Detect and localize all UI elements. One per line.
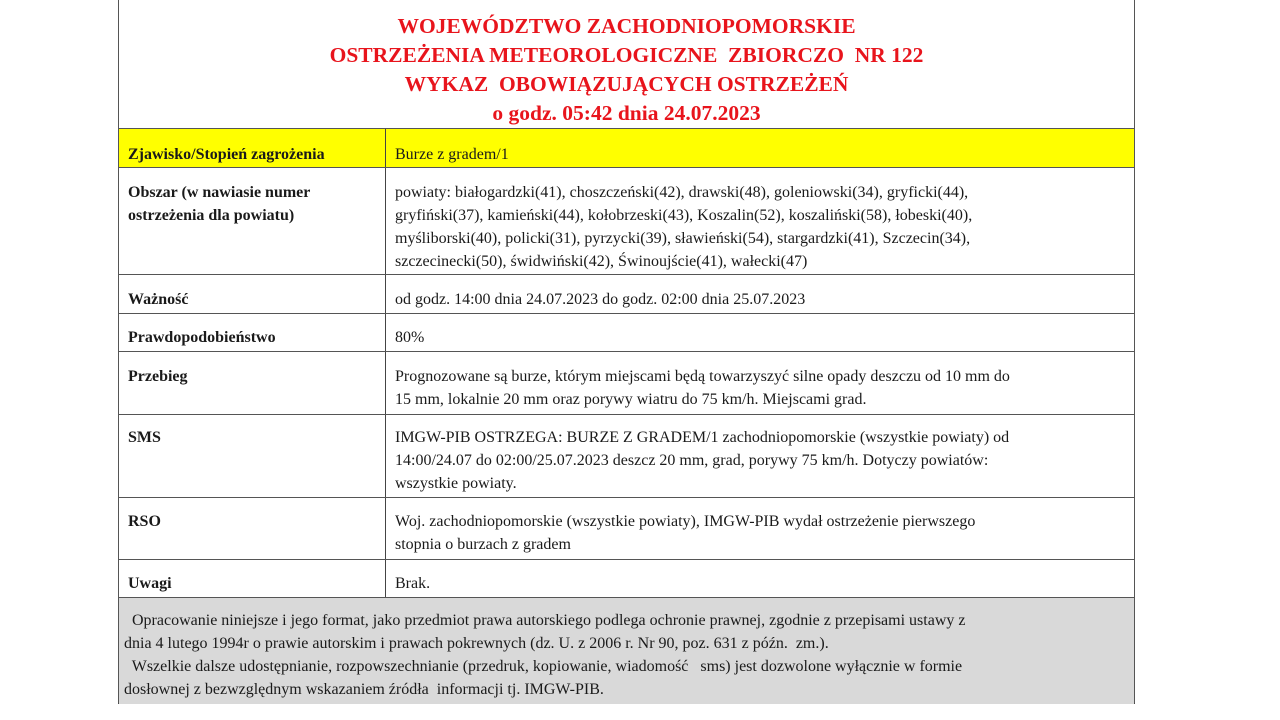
row-label: Zjawisko/Stopień zagrożenia <box>119 129 386 167</box>
table-row-notes <box>119 559 1134 597</box>
copyright-notice <box>119 597 1134 704</box>
row-label: Przebieg <box>119 352 386 414</box>
row-value-line: IMGW-PIB OSTRZEGA: BURZE Z GRADEM/1 zachodniopomorskie (wszystkie powiaty) od <box>395 429 1010 446</box>
row-label: Uwagi <box>119 560 386 597</box>
row-label: Prawdopodobieństwo <box>119 314 386 351</box>
row-value <box>386 498 1134 559</box>
header-issue-time: o godz. 05:42 dnia 24.07.2023 <box>492 101 761 125</box>
row-value-line: 14:00/24.07 do 02:00/25.07.2023 deszcz 20 mm, grad, porywy 75 km/h. Dotyczy powiatów: <box>395 452 989 469</box>
table-row-probability <box>119 313 1134 351</box>
row-label-line: Obszar (w nawiasie numer <box>128 184 311 201</box>
row-value <box>386 352 1134 414</box>
row-value-line: szczecinecki(50), świdwiński(42), Świnoujście(41), wałecki(47) <box>395 253 808 270</box>
row-label: SMS <box>119 415 386 497</box>
row-value-line: Woj. zachodniopomorskie (wszystkie powiaty), IMGW-PIB wydał ostrzeżenie pierwszego <box>395 513 976 530</box>
row-value <box>386 415 1134 497</box>
footer-line: Wszelkie dalsze udostępnianie, rozpowszechnianie (przedruk, kopiowanie, wiadomość sms) jest dozwolone wyłącznie w formie <box>124 658 963 675</box>
row-value: od godz. 14:00 dnia 24.07.2023 do godz. 02:00 dnia 25.07.2023 <box>395 291 806 308</box>
row-value: Brak. <box>395 575 431 592</box>
row-label: RSO <box>119 498 386 559</box>
row-value: 80% <box>395 329 425 346</box>
document-header <box>119 0 1134 128</box>
row-label-line: ostrzeżenia dla powiatu) <box>128 207 295 224</box>
header-list-title: WYKAZ OBOWIĄZUJĄCYCH OSTRZEŻEŃ <box>404 72 849 96</box>
table-row-phenomenon <box>119 128 1134 167</box>
row-value-line: Prognozowane są burze, którym miejscami będą towarzyszyć silne opady deszczu od 10 mm do <box>395 368 1010 385</box>
footer-line: Opracowanie niniejsze i jego format, jako przedmiot prawa autorskiego podlega ochronie prawnej, zgodnie z przepisami ustawy z <box>124 612 966 629</box>
footer-line: dnia 4 lutego 1994r o prawie autorskim i prawach pokrewnych (dz. U. z 2006 r. Nr 90, poz. 631 z późn. zm.). <box>124 635 829 652</box>
row-value-line: stopnia o burzach z gradem <box>395 536 571 553</box>
row-value-line: 15 mm, lokalnie 20 mm oraz porywy wiatru do 75 km/h. Miejscami grad. <box>395 391 867 408</box>
row-value-line: myśliborski(40), policki(31), pyrzycki(39), sławieński(54), stargardzki(41), Szczecin(34), <box>395 230 971 247</box>
row-label: Ważność <box>119 275 386 313</box>
warning-document <box>118 0 1135 704</box>
table-row-course <box>119 351 1134 414</box>
table-row-sms <box>119 414 1134 497</box>
table-row-area <box>119 167 1134 274</box>
row-value-line: gryfiński(37), kamieński(44), kołobrzeski(43), Koszalin(52), koszaliński(58), łobeski(40), <box>395 207 973 224</box>
header-region-title: WOJEWÓDZTWO ZACHODNIOPOMORSKIE <box>397 14 856 38</box>
row-value <box>386 168 1134 274</box>
table-row-validity <box>119 274 1134 313</box>
row-value-line: powiaty: białogardzki(41), choszczeński(42), drawski(48), goleniowski(34), gryficki(44), <box>395 184 969 201</box>
row-value: Burze z gradem/1 <box>395 146 509 163</box>
row-value-line: wszystkie powiaty. <box>395 475 517 492</box>
header-warning-title: OSTRZEŻENIA METEOROLOGICZNE ZBIORCZO NR 122 <box>329 43 924 67</box>
footer-line: dosłownej z bezwzględnym wskazaniem źródła informacji tj. IMGW-PIB. <box>124 681 604 698</box>
table-row-rso <box>119 497 1134 559</box>
row-label <box>119 168 386 274</box>
